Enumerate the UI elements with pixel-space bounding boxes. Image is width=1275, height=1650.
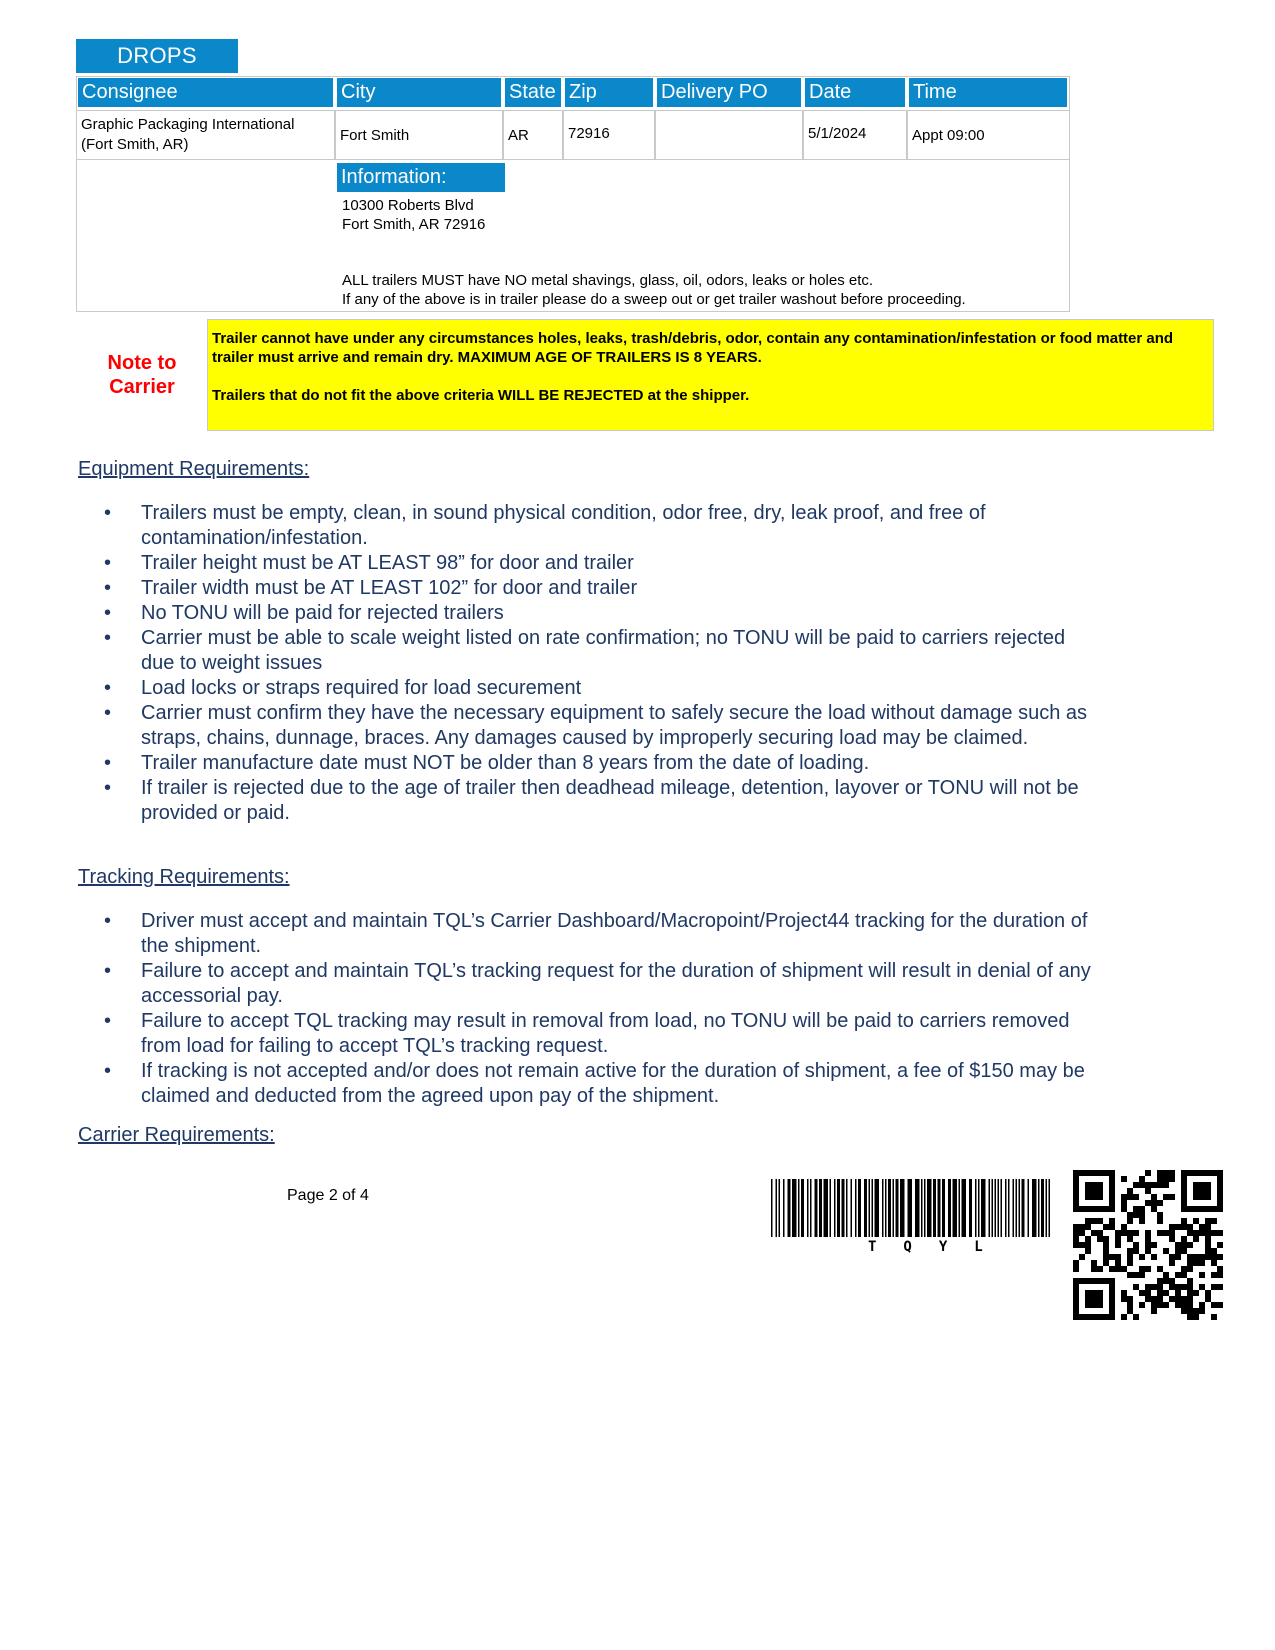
equipment-requirement-item <box>104 676 1104 701</box>
note-to-carrier-box <box>207 319 1214 431</box>
header-date: Date <box>805 78 905 107</box>
note-paragraph-1: Trailer cannot have under any circumstances holes, leaks, trash/debris, odor, contain any contamination/infestation or food matter and trailer must arrive and remain dry. MAXIMUM AGE OF TRAILERS IS 8 YEARS. <box>212 330 1174 366</box>
tracking-requirement-item-text: If tracking is not accepted and/or does not remain active for the duration of shipment, a fee of $150 may be claimed and deducted from the agreed upon pay of the shipment. <box>141 1060 1085 1107</box>
note-label-line2: Carrier <box>109 376 175 398</box>
bullet-icon: • <box>104 1060 112 1082</box>
cell-zip: 72916 <box>563 110 655 160</box>
info-address-line1: 10300 Roberts Blvd <box>342 197 474 214</box>
cell-time: Appt 09:00 <box>907 110 1070 160</box>
equipment-requirement-item <box>104 626 1104 676</box>
tracking-requirement-item <box>104 1009 1104 1059</box>
cell-consignee <box>76 110 335 160</box>
bullet-icon: • <box>104 502 112 524</box>
equipment-requirement-item-text: Trailer width must be AT LEAST 102” for door and trailer <box>141 577 638 599</box>
equipment-requirement-item <box>104 601 1104 626</box>
note-paragraph-2: Trailers that do not fit the above criteria WILL BE REJECTED at the shipper. <box>212 387 750 404</box>
equipment-requirement-item-text: Trailer height must be AT LEAST 98” for door and trailer <box>141 552 634 574</box>
equipment-requirement-item-text: Carrier must be able to scale weight listed on rate confirmation; no TONU will be paid to carriers rejected due to weight issues <box>141 627 1066 674</box>
cell-city: Fort Smith <box>335 110 503 160</box>
barcode-image <box>771 1179 1056 1237</box>
barcode-text: TQYL <box>868 1239 1010 1255</box>
tracking-requirement-item-text: Failure to accept and maintain TQL’s tracking request for the duration of shipment will result in denial of any accessorial pay. <box>141 960 1091 1007</box>
tracking-requirement-item-text: Driver must accept and maintain TQL’s Carrier Dashboard/Macropoint/Project44 tracking for the duration of the shipment. <box>141 910 1088 957</box>
cell-state: AR <box>503 110 563 160</box>
equipment-requirement-item-text: Load locks or straps required for load securement <box>141 677 582 699</box>
bullet-icon: • <box>104 677 112 699</box>
drops-title: DROPS <box>76 39 238 73</box>
equipment-requirement-item <box>104 776 1104 826</box>
bullet-icon: • <box>104 552 112 574</box>
bullet-icon: • <box>104 702 112 724</box>
equipment-requirement-item <box>104 751 1104 776</box>
tracking-requirement-item <box>104 909 1104 959</box>
header-time: Time <box>909 78 1067 107</box>
note-label-line1: Note to <box>107 352 177 374</box>
header-consignee: Consignee <box>78 78 333 107</box>
bullet-icon: • <box>104 577 112 599</box>
note-to-carrier-label <box>92 351 192 399</box>
carrier-requirements-title: Carrier Requirements: <box>78 1124 275 1146</box>
tracking-requirement-item <box>104 1059 1104 1109</box>
equipment-requirement-item-text: Trailer manufacture date must NOT be older than 8 years from the date of loading. <box>141 752 870 774</box>
bullet-icon: • <box>104 752 112 774</box>
consignee-name: Graphic Packaging International <box>81 116 295 133</box>
tracking-requirement-item-text: Failure to accept TQL tracking may result in removal from load, no TONU will be paid to carriers removed from load for failing to accept TQL’s tracking request. <box>141 1010 1070 1057</box>
bullet-icon: • <box>104 960 112 982</box>
header-zip: Zip <box>565 78 653 107</box>
equipment-requirement-item-text: If trailer is rejected due to the age of trailer then deadhead mileage, detention, layover or TONU will not be provided or paid. <box>141 777 1079 824</box>
info-address-line2: Fort Smith, AR 72916 <box>342 216 486 233</box>
cell-date: 5/1/2024 <box>803 110 907 160</box>
header-state: State <box>505 78 561 107</box>
equipment-requirement-item <box>104 551 1104 576</box>
information-label: Information: <box>337 163 505 192</box>
equipment-requirements-title: Equipment Requirements: <box>78 458 310 480</box>
cell-delivery-po <box>655 110 803 160</box>
info-note-line2: If any of the above is in trailer please do a sweep out or get trailer washout before proceeding. <box>342 291 966 308</box>
header-city: City <box>337 78 501 107</box>
equipment-requirement-item <box>104 576 1104 601</box>
equipment-requirement-item <box>104 501 1104 551</box>
bullet-icon: • <box>104 627 112 649</box>
qr-code-image <box>1073 1170 1223 1320</box>
bullet-icon: • <box>104 910 112 932</box>
equipment-requirements-list <box>104 501 1104 826</box>
info-note-line1: ALL trailers MUST have NO metal shavings, glass, oil, odors, leaks or holes etc. <box>342 272 874 289</box>
bullet-icon: • <box>104 777 112 799</box>
tracking-requirement-item <box>104 959 1104 1009</box>
equipment-requirement-item <box>104 701 1104 751</box>
consignee-location: (Fort Smith, AR) <box>81 136 189 153</box>
page-number: Page 2 of 4 <box>287 1187 369 1204</box>
bullet-icon: • <box>104 602 112 624</box>
tracking-requirements-list <box>104 909 1104 1109</box>
equipment-requirement-item-text: No TONU will be paid for rejected trailers <box>141 602 504 624</box>
header-delivery-po: Delivery PO <box>657 78 801 107</box>
tracking-requirements-title: Tracking Requirements: <box>78 866 290 888</box>
equipment-requirement-item-text: Trailers must be empty, clean, in sound physical condition, odor free, dry, leak proof, and free of contamination/infestation. <box>141 502 986 549</box>
bullet-icon: • <box>104 1010 112 1032</box>
equipment-requirement-item-text: Carrier must confirm they have the necessary equipment to safely secure the load without damage such as straps, chains, dunnage, braces. Any damages caused by improperly securing load may be claimed. <box>141 702 1088 749</box>
